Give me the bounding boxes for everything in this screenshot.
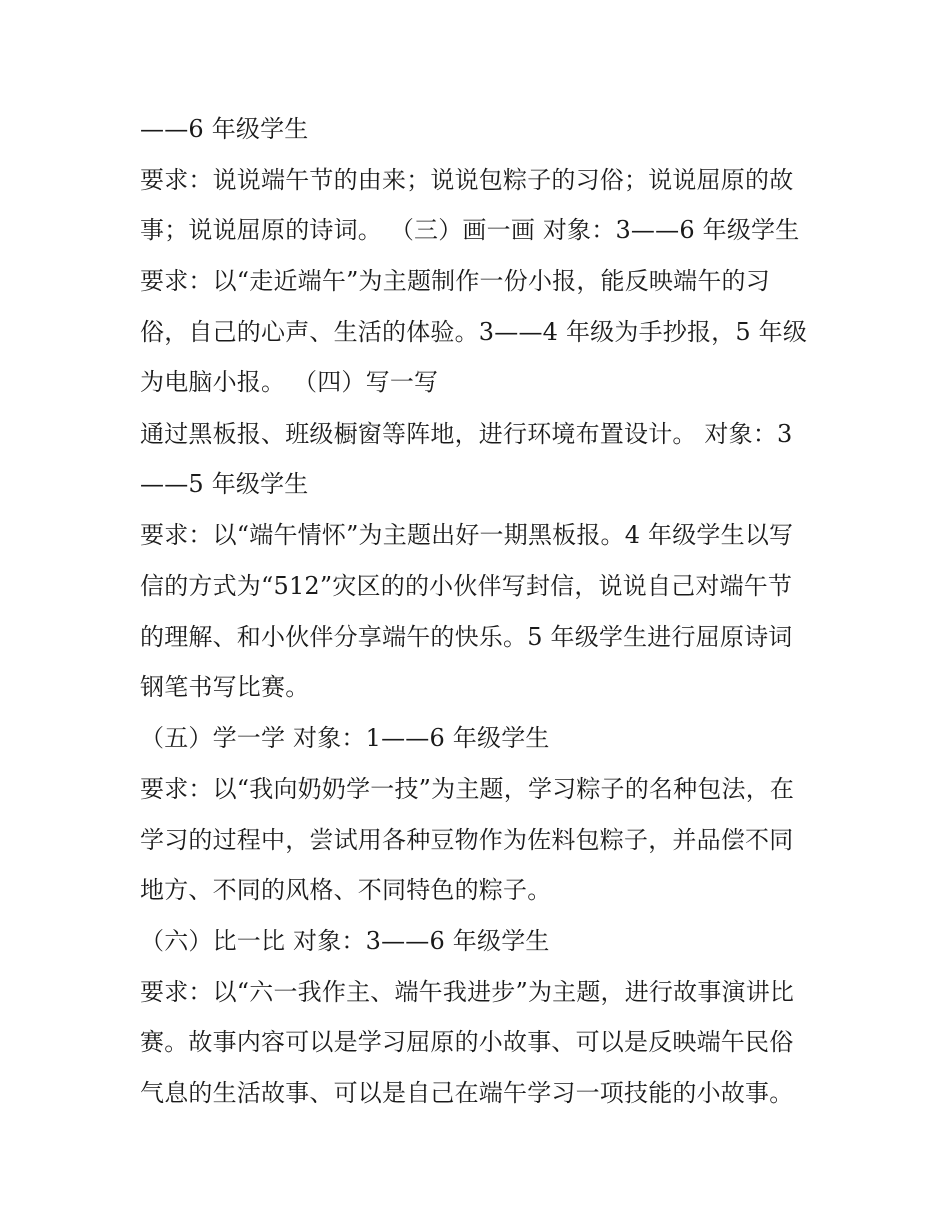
text-line: （六）比一比 对象：3——6 年级学生 <box>140 927 550 955</box>
text-line: 学习的过程中，尝试用各种豆物作为佐料包粽子，并品偿不同 <box>140 826 794 854</box>
text-line: 气息的生活故事、可以是自己在端午学习一项技能的小故事。 <box>140 1079 794 1107</box>
text-line: 俗，自己的心声、生活的体验。3——4 年级为手抄报，5 年级 <box>140 318 808 346</box>
text-line: （五）学一学 对象：1——6 年级学生 <box>140 724 550 752</box>
text-line: 的理解、和小伙伴分享端午的快乐。5 年级学生进行屈原诗词 <box>140 623 793 651</box>
text-line: 事；说说屈原的诗词。 （三）画一画 对象：3——6 年级学生 <box>140 216 800 244</box>
text-line: ——5 年级学生 <box>140 470 309 498</box>
text-line: 要求：以“六一我作主、端午我进步”为主题，进行故事演讲比 <box>140 978 795 1006</box>
text-line: 地方、不同的风格、不同特色的粽子。 <box>140 876 552 904</box>
text-line: 钢笔书写比赛。 <box>140 673 310 701</box>
text-line: 要求：以“走近端午”为主题制作一份小报，能反映端午的习 <box>140 267 770 295</box>
text-line: 要求：以“端午情怀”为主题出好一期黑板报。4 年级学生以写 <box>140 521 794 549</box>
text-line: 要求：以“我向奶奶学一技”为主题，学习粽子的名种包法，在 <box>140 775 795 803</box>
text-line: 通过黑板报、班级橱窗等阵地，进行环境布置设计。 对象：3 <box>140 420 793 448</box>
text-line: ——6 年级学生 <box>140 115 309 143</box>
text-line: 赛。故事内容可以是学习屈原的小故事、可以是反映端午民俗 <box>140 1028 794 1056</box>
text-line: 为电脑小报。 （四）写一写 <box>140 368 439 396</box>
text-line: 要求：说说端午节的由来；说说包粽子的习俗；说说屈原的故 <box>140 166 794 194</box>
text-line: 信的方式为“512”灾区的的小伙伴写封信，说说自己对端午节 <box>140 572 793 600</box>
